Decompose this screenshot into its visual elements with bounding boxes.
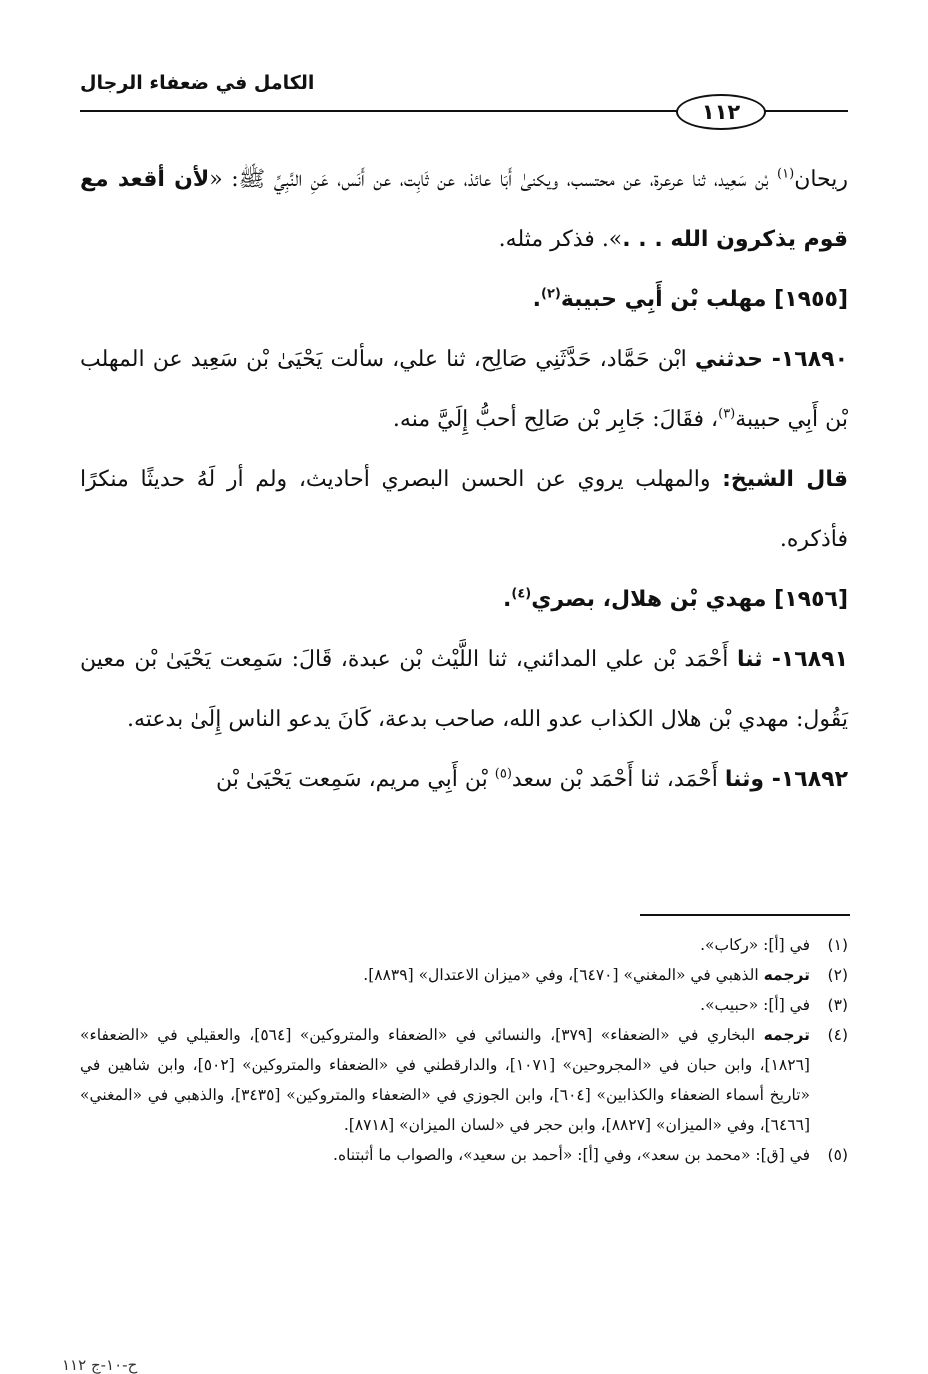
footnote-number: (٥) xyxy=(827,1146,848,1164)
footnote-text: في [أ]: «حبيب». xyxy=(700,996,810,1014)
footnotes xyxy=(80,930,848,1170)
footnote-number: (٣) xyxy=(827,996,848,1014)
footnote-2 xyxy=(80,960,848,990)
hadith-number: ١٦٨٩٠- xyxy=(762,347,849,372)
footnote-text: في [أ]: «ركاب». xyxy=(700,936,810,954)
footnote-number: (٤) xyxy=(827,1026,848,1044)
hadith-16891 xyxy=(80,630,848,750)
footnote-lead: ترجمه xyxy=(763,966,810,984)
running-header-title: الكامل في ضعفاء الرجال xyxy=(80,72,315,94)
hadith-text: لأن أقعد مع قوم يذكرون الله . . . xyxy=(80,167,848,252)
text-run: بْن أَبِي مريم، سَمِعت يَحْيَىٰ بْن xyxy=(216,767,495,792)
footnote-marker[interactable]: (٤) xyxy=(511,586,532,602)
text-run: ابْن حَمَّاد، حَدَّثَنِي صَالِح، ثنا علي، سألت يَحْيَىٰ بْن سَعِيد عن المهلب بْن أَبِي حبيبة xyxy=(80,347,848,432)
hadith-16890 xyxy=(80,330,848,450)
footnote-1 xyxy=(80,930,848,960)
text-run: أَحْمَد، ثنا أَحْمَد بْن سعد xyxy=(511,767,725,792)
footnote-number: (٢) xyxy=(827,966,848,984)
footnote-text: البخاري في «الضعفاء» [٣٧٩]، والنسائي في «الضعفاء والمتروكين» [٥٦٤]، والعقيلي في «الضعفاء» [١٨٢٦]، وابن حبان في «المجروحين» [١٠٧١]، والدارقطني في «الضعفاء والمتروكين» [٥٠٢]، وابن شاهين في «تاريخ أسماء الضعفاء والكذابين» [٦٠٤]، وابن الجوزي في «الضعفاء والمتروكين» [٣٤٣٥]، والذهبي في «المغني» [٦٤٦٦]، وفي «الميزان» [٨٨٢٧]، وابن حجر في «لسان الميزان» [٨٧١٨]. xyxy=(80,1026,810,1134)
footnote-marker[interactable]: (٣) xyxy=(718,406,736,422)
footnote-3 xyxy=(80,990,848,1020)
footnote-5 xyxy=(80,1140,848,1170)
footnote-text: الذهبي في «المغني» [٦٤٧٠]، وفي «ميزان الاعتدال» [٨٨٣٩]. xyxy=(363,966,764,984)
printer-mark: ح-١٠-ج ١١٢ xyxy=(62,1356,138,1374)
entry-number: [١٩٥٥] xyxy=(774,287,848,312)
footnote-marker[interactable]: (١) xyxy=(777,166,795,182)
text-run: . xyxy=(503,587,512,612)
entry-heading-1955 xyxy=(80,270,848,330)
text-run: والمهلب يروي عن الحسن البصري أحاديث، ولم أر لَهُ حديثًا منكرًا فأذكره. xyxy=(80,467,848,552)
hadith-16892 xyxy=(80,750,848,810)
text-run: ». فذكر مثله. xyxy=(498,227,623,252)
sheikh-comment xyxy=(80,450,848,570)
sheikh-label: قال الشيخ: xyxy=(722,467,848,492)
entry-heading-1956 xyxy=(80,570,848,630)
paragraph-continuation xyxy=(80,150,848,270)
main-text xyxy=(80,150,848,810)
text-run: أَحْمَد بْن علي المدائني، ثنا اللَّيْث بْن عبدة، قَالَ: سَمِعت يَحْيَىٰ بْن معين يَقُول: مهدي بْن هلال الكذاب عدو الله، صاحب بدعة، كَانَ يدعو الناس إِلَىٰ بدعته. xyxy=(80,647,848,732)
text-run: بْن سَعِيد، ثنا عرعرة، عن محتسب، ويكنىٰ أَبَا عائذ، عن ثَابِت، عن أَنَس، عَنِ النَّبِيِّ ﷺ: « xyxy=(209,167,778,192)
page-number-badge: ١١٢ xyxy=(676,94,766,130)
footnote-number: (١) xyxy=(827,936,848,954)
narrator-name: مهلب بْن أَبِي حبيبة xyxy=(560,287,767,312)
hadith-lead-word: وثنا xyxy=(724,767,765,792)
text-run: . xyxy=(532,287,541,312)
text-run: ريحان xyxy=(794,167,848,192)
hadith-lead-word: ثنا xyxy=(736,647,763,672)
footnote-text: في [ق]: «محمد بن سعد»، وفي [أ]: «أحمد بن سعيد»، والصواب ما أثبتناه. xyxy=(333,1146,810,1164)
hadith-lead-word: حدثني xyxy=(694,347,763,372)
footnote-lead: ترجمه xyxy=(763,1026,810,1044)
footnote-marker[interactable]: (٥) xyxy=(494,766,512,782)
hadith-number: ١٦٨٩١- xyxy=(762,647,848,672)
entry-number: [١٩٥٦] xyxy=(774,587,848,612)
footnote-marker[interactable]: (٢) xyxy=(540,286,561,302)
footnote-4 xyxy=(80,1020,848,1140)
text-run: ، فقَالَ: جَابِر بْن صَالِح أحبُّ إِلَيَّ منه. xyxy=(392,407,719,432)
narrator-name: مهدي بْن هلال، بصري xyxy=(531,587,767,612)
footnote-separator xyxy=(640,914,850,916)
hadith-number: ١٦٨٩٢- xyxy=(764,767,848,792)
